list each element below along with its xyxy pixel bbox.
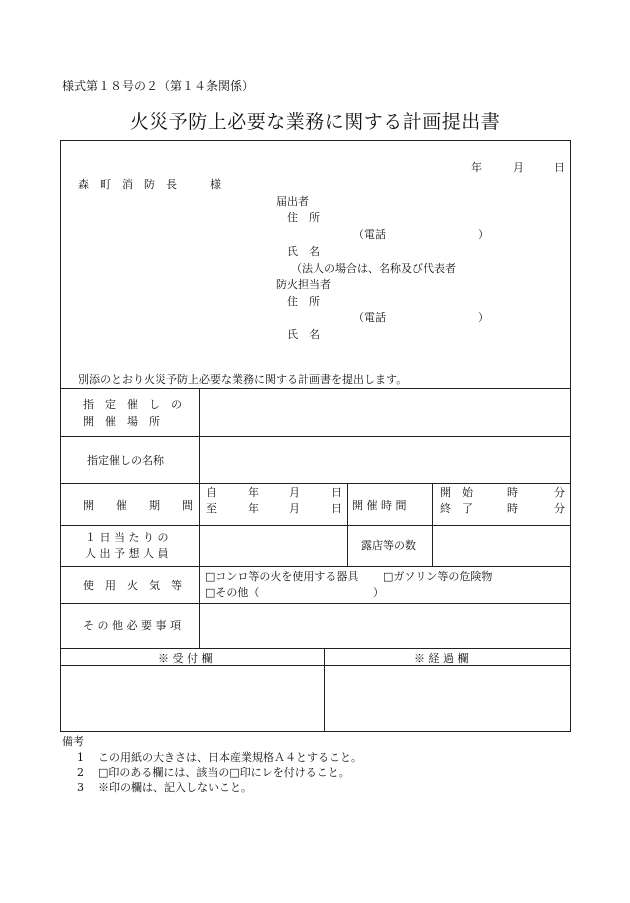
label-column-divider (199, 388, 200, 648)
date-month: 月 (513, 161, 524, 174)
bottom-column-divider (324, 648, 325, 732)
remark-text: ※印の欄は、記入しないこと。 (98, 781, 252, 794)
phone-open-2: （電話 (353, 311, 386, 324)
phone-close: ） (478, 228, 489, 241)
venue-label-line1: 指 定 催 し の (83, 398, 182, 411)
start-hour: 時 (507, 486, 518, 499)
event-name-label: 指定催しの名称 (87, 454, 164, 467)
other-items-label: そ の 他 必 要 事 項 (83, 619, 181, 632)
row-divider (60, 436, 571, 437)
progress-label: ※ 経 過 欄 (414, 652, 469, 665)
row-divider (60, 603, 571, 604)
row-divider (60, 648, 571, 649)
phone-close-2: ） (478, 311, 489, 324)
fire-option-gasoline[interactable]: □ガソリン等の危険物 (383, 570, 493, 583)
fire-option-other[interactable]: □その他（ (205, 586, 260, 599)
to-day: 日 (331, 502, 342, 515)
from-month: 月 (289, 486, 300, 499)
attendance-label-line1: １ 日 当 た り の (85, 531, 169, 544)
fire-option-stove[interactable]: □コンロ等の火を使用する器具 (205, 570, 359, 583)
stalls-label: 露店等の数 (361, 539, 416, 552)
statement: 別添のとおり火災予防上必要な業務に関する計画書を提出します。 (78, 373, 408, 386)
addressee: 森 町 消 防 長 様 (78, 178, 221, 191)
column-divider (432, 483, 433, 566)
remarks-title: 備考 (62, 735, 84, 748)
remark-num: 3 (77, 781, 84, 794)
row-divider (60, 525, 571, 526)
remark-num: 2 (77, 766, 84, 779)
fire-option-other-close: ） (373, 586, 384, 599)
form-number: 様式第１８号の２（第１４条関係） (62, 79, 255, 93)
fire-manager-label: 防火担当者 (276, 278, 331, 291)
period-label: 開 催 期 間 (83, 499, 193, 512)
remark-num: 1 (77, 751, 84, 764)
row-divider (60, 388, 571, 389)
name-label-2: 氏 名 (287, 328, 320, 341)
row-divider (60, 483, 571, 484)
to-month: 月 (289, 502, 300, 515)
row-divider (60, 566, 571, 567)
address-label: 住 所 (287, 211, 320, 224)
fire-use-label: 使 用 火 気 等 (83, 579, 182, 592)
date-year: 年 (471, 161, 482, 174)
name-label: 氏 名 (287, 245, 320, 258)
period-to: 至 (206, 502, 217, 515)
from-year: 年 (248, 486, 259, 499)
column-divider (347, 483, 348, 566)
to-year: 年 (248, 502, 259, 515)
remark-text: この用紙の大きさは、日本産業規格Ａ４とすること。 (98, 751, 362, 764)
end-label: 終 了 (440, 502, 473, 515)
row-divider (60, 665, 571, 666)
phone-open: （電話 (353, 228, 386, 241)
period-from: 自 (206, 486, 217, 499)
attendance-label-line2: 人 出 予 想 人 員 (85, 547, 169, 560)
venue-label-line2: 開 催 場 所 (83, 415, 160, 428)
address-label-2: 住 所 (287, 295, 320, 308)
from-day: 日 (331, 486, 342, 499)
applicant-label: 届出者 (276, 195, 309, 208)
document-title: 火災予防上必要な業務に関する計画提出書 (129, 111, 501, 133)
end-hour: 時 (507, 502, 518, 515)
end-minute: 分 (554, 502, 565, 515)
start-minute: 分 (554, 486, 565, 499)
corporate-note: （法人の場合は、名称及び代表者 (291, 262, 456, 275)
reception-label: ※ 受 付 欄 (158, 652, 213, 665)
time-label: 開 催 時 間 (352, 499, 407, 512)
remark-text: □印のある欄には、該当の□印にレを付けること。 (98, 766, 350, 779)
date-day: 日 (554, 161, 565, 174)
start-label: 開 始 (440, 486, 473, 499)
